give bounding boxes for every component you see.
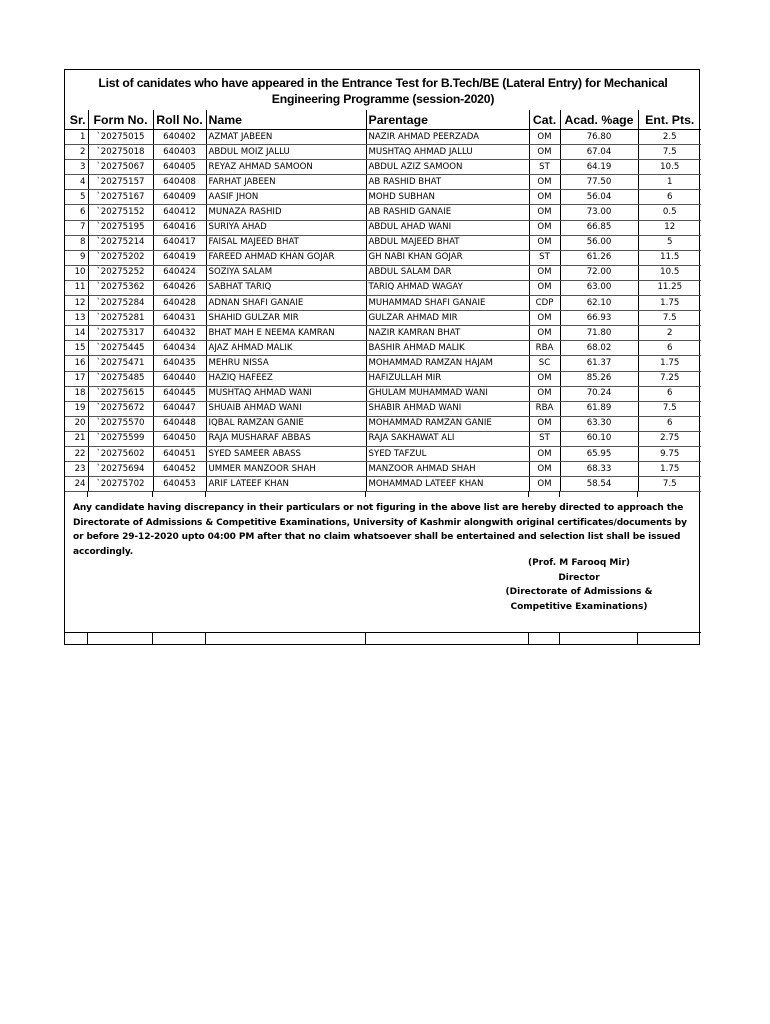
form-no-cell: `20275157 xyxy=(88,175,153,190)
sr-cell: 18 xyxy=(65,386,88,401)
column-divider xyxy=(637,633,638,644)
parentage-cell: MANZOOR AHMAD SHAH xyxy=(366,462,529,477)
name-cell: RAJA MUSHARAF ABBAS xyxy=(206,431,366,446)
acad-percentage-cell: 56.00 xyxy=(560,235,638,250)
roll-no-cell: 640450 xyxy=(153,431,206,446)
roll-no-cell: 640417 xyxy=(153,235,206,250)
entrance-points-cell: 10.5 xyxy=(638,265,701,280)
table-row xyxy=(65,250,701,265)
form-no-cell: `20275471 xyxy=(88,356,153,371)
sr-cell: 20 xyxy=(65,416,88,431)
category-cell: ST xyxy=(529,431,560,446)
sr-cell: 11 xyxy=(65,280,88,295)
sr-cell: 13 xyxy=(65,311,88,326)
table-row xyxy=(65,477,701,492)
category-cell: OM xyxy=(529,190,560,205)
table-row xyxy=(65,371,701,386)
sr-cell: 12 xyxy=(65,296,88,311)
parentage-cell: SHABIR AHMAD WANI xyxy=(366,401,529,416)
form-no-cell: `20275602 xyxy=(88,446,153,461)
form-no-cell: `20275214 xyxy=(88,235,153,250)
footer-grid xyxy=(65,632,701,644)
entrance-points-cell: 6 xyxy=(638,386,701,401)
category-cell: ST xyxy=(529,160,560,175)
entrance-points-cell: 12 xyxy=(638,220,701,235)
column-divider xyxy=(152,491,153,497)
sr-cell: 15 xyxy=(65,341,88,356)
form-no-cell: `20275284 xyxy=(88,296,153,311)
table-row xyxy=(65,311,701,326)
acad-percentage-cell: 68.02 xyxy=(560,341,638,356)
acad-percentage-cell: 62.10 xyxy=(560,296,638,311)
sr-cell: 8 xyxy=(65,235,88,250)
parentage-cell: TARIQ AHMAD WAGAY xyxy=(366,280,529,295)
parentage-cell: MOHAMMAD RAMZAN HAJAM xyxy=(366,356,529,371)
entrance-points-cell: 0.5 xyxy=(638,205,701,220)
table-row xyxy=(65,401,701,416)
parentage-cell: GHULAM MUHAMMAD WANI xyxy=(366,386,529,401)
parentage-cell: SYED TAFZUL xyxy=(366,446,529,461)
category-cell: ST xyxy=(529,250,560,265)
table-row xyxy=(65,341,701,356)
acad-percentage-cell: 76.80 xyxy=(560,130,638,145)
roll-no-cell: 640431 xyxy=(153,311,206,326)
roll-no-cell: 640453 xyxy=(153,477,206,492)
title-line-2: Engineering Programme (session-2020) xyxy=(271,92,495,106)
entrance-points-cell: 6 xyxy=(638,341,701,356)
column-divider xyxy=(205,633,206,644)
form-no-cell: `20275317 xyxy=(88,326,153,341)
sr-cell: 3 xyxy=(65,160,88,175)
candidate-list-sheet xyxy=(64,69,700,645)
acad-percentage-cell: 61.89 xyxy=(560,401,638,416)
name-cell: UMMER MANZOOR SHAH xyxy=(206,462,366,477)
name-cell: MUNAZA RASHID xyxy=(206,205,366,220)
roll-no-cell: 640428 xyxy=(153,296,206,311)
parentage-cell: ABDUL AHAD WANI xyxy=(366,220,529,235)
col-header-form-no: Form No. xyxy=(88,110,153,130)
sr-cell: 21 xyxy=(65,431,88,446)
discrepancy-notice: Any candidate having discrepancy in their particulars or not figuring in the above list are hereby directed to approach the Directorate of Admissions & Competitive Examinations, University of Kashmir alongwith original certificates/documents by or before 29-12-2020 upto 04:00 PM after that no claim whatsoever shall be entertained and selection list shall be issued accordingly. xyxy=(73,503,687,557)
table-row xyxy=(65,160,701,175)
roll-no-cell: 640419 xyxy=(153,250,206,265)
category-cell: OM xyxy=(529,235,560,250)
document-title xyxy=(65,75,701,107)
acad-percentage-cell: 67.04 xyxy=(560,145,638,160)
name-cell: SOZIYA SALAM xyxy=(206,265,366,280)
sr-cell: 7 xyxy=(65,220,88,235)
acad-percentage-cell: 63.00 xyxy=(560,280,638,295)
name-cell: AJAZ AHMAD MALIK xyxy=(206,341,366,356)
entrance-points-cell: 2.5 xyxy=(638,130,701,145)
category-cell: OM xyxy=(529,446,560,461)
candidates-table xyxy=(65,110,701,492)
category-cell: OM xyxy=(529,175,560,190)
form-no-cell: `20275281 xyxy=(88,311,153,326)
name-cell: REYAZ AHMAD SAMOON xyxy=(206,160,366,175)
column-divider xyxy=(559,491,560,497)
col-header-parentage: Parentage xyxy=(366,110,529,130)
category-cell: RBA xyxy=(529,341,560,356)
acad-percentage-cell: 61.26 xyxy=(560,250,638,265)
parentage-cell: AB RASHID GANAIE xyxy=(366,205,529,220)
table-body xyxy=(65,130,701,492)
category-cell: OM xyxy=(529,371,560,386)
form-no-cell: `20275202 xyxy=(88,250,153,265)
acad-percentage-cell: 66.93 xyxy=(560,311,638,326)
category-cell: CDP xyxy=(529,296,560,311)
name-cell: SURIYA AHAD xyxy=(206,220,366,235)
sr-cell: 16 xyxy=(65,356,88,371)
parentage-cell: AB RASHID BHAT xyxy=(366,175,529,190)
parentage-cell: GULZAR AHMAD MIR xyxy=(366,311,529,326)
name-cell: ABDUL MOIZ JALLU xyxy=(206,145,366,160)
sr-cell: 17 xyxy=(65,371,88,386)
column-divider xyxy=(559,633,560,644)
signatory-name: (Prof. M Farooq Mir) xyxy=(527,558,631,568)
roll-no-cell: 640432 xyxy=(153,326,206,341)
column-divider xyxy=(528,491,529,497)
column-divider xyxy=(87,491,88,497)
category-cell: OM xyxy=(529,280,560,295)
name-cell: HAZIQ HAFEEZ xyxy=(206,371,366,386)
sr-cell: 4 xyxy=(65,175,88,190)
col-header-acad-percentage: Acad. %age xyxy=(560,110,638,130)
table-row xyxy=(65,296,701,311)
name-cell: ARIF LATEEF KHAN xyxy=(206,477,366,492)
parentage-cell: GH NABI KHAN GOJAR xyxy=(366,250,529,265)
acad-percentage-cell: 85.26 xyxy=(560,371,638,386)
form-no-cell: `20275702 xyxy=(88,477,153,492)
name-cell: AASIF JHON xyxy=(206,190,366,205)
name-cell: SABHAT TARIQ xyxy=(206,280,366,295)
sr-cell: 1 xyxy=(65,130,88,145)
table-row xyxy=(65,190,701,205)
form-no-cell: `20275195 xyxy=(88,220,153,235)
entrance-points-cell: 7.5 xyxy=(638,311,701,326)
acad-percentage-cell: 70.24 xyxy=(560,386,638,401)
parentage-cell: MUHAMMAD SHAFI GANAIE xyxy=(366,296,529,311)
roll-no-cell: 640445 xyxy=(153,386,206,401)
entrance-points-cell: 1 xyxy=(638,175,701,190)
entrance-points-cell: 7.5 xyxy=(638,477,701,492)
form-no-cell: `20275067 xyxy=(88,160,153,175)
parentage-cell: HAFIZULLAH MIR xyxy=(366,371,529,386)
table-row xyxy=(65,416,701,431)
table-row xyxy=(65,326,701,341)
entrance-points-cell: 6 xyxy=(638,416,701,431)
form-no-cell: `20275694 xyxy=(88,462,153,477)
roll-no-cell: 640424 xyxy=(153,265,206,280)
signatory-office-line-2: Competitive Examinations) xyxy=(510,601,648,612)
table-row xyxy=(65,235,701,250)
column-divider xyxy=(152,633,153,644)
entrance-points-cell: 2.75 xyxy=(638,431,701,446)
acad-percentage-cell: 58.54 xyxy=(560,477,638,492)
table-row xyxy=(65,130,701,145)
sr-cell: 22 xyxy=(65,446,88,461)
form-no-cell: `20275672 xyxy=(88,401,153,416)
parentage-cell: NAZIR AHMAD PEERZADA xyxy=(366,130,529,145)
acad-percentage-cell: 64.19 xyxy=(560,160,638,175)
entrance-points-cell: 11.5 xyxy=(638,250,701,265)
acad-percentage-cell: 61.37 xyxy=(560,356,638,371)
entrance-points-cell: 1.75 xyxy=(638,356,701,371)
name-cell: FARHAT JABEEN xyxy=(206,175,366,190)
form-no-cell: `20275485 xyxy=(88,371,153,386)
name-cell: SHAHID GULZAR MIR xyxy=(206,311,366,326)
title-line-1: List of canidates who have appeared in the Entrance Test for B.Tech/BE (Lateral Entry) for Mechanical xyxy=(98,76,668,90)
roll-no-cell: 640440 xyxy=(153,371,206,386)
category-cell: OM xyxy=(529,326,560,341)
entrance-points-cell: 1.75 xyxy=(638,296,701,311)
entrance-points-cell: 10.5 xyxy=(638,160,701,175)
form-no-cell: `20275252 xyxy=(88,265,153,280)
table-row xyxy=(65,446,701,461)
name-cell: BHAT MAH E NEEMA KAMRAN xyxy=(206,326,366,341)
category-cell: OM xyxy=(529,311,560,326)
parentage-cell: ABDUL AZIZ SAMOON xyxy=(366,160,529,175)
acad-percentage-cell: 71.80 xyxy=(560,326,638,341)
column-divider xyxy=(637,491,638,497)
entrance-points-cell: 2 xyxy=(638,326,701,341)
table-row xyxy=(65,145,701,160)
acad-percentage-cell: 73.00 xyxy=(560,205,638,220)
category-cell: SC xyxy=(529,356,560,371)
sr-cell: 6 xyxy=(65,205,88,220)
roll-no-cell: 640405 xyxy=(153,160,206,175)
sr-cell: 23 xyxy=(65,462,88,477)
col-header-sr: Sr. xyxy=(65,110,88,130)
roll-no-cell: 640403 xyxy=(153,145,206,160)
sr-cell: 10 xyxy=(65,265,88,280)
name-cell: FAISAL MAJEED BHAT xyxy=(206,235,366,250)
col-header-category: Cat. xyxy=(529,110,560,130)
category-cell: RBA xyxy=(529,401,560,416)
roll-no-cell: 640435 xyxy=(153,356,206,371)
sr-cell: 5 xyxy=(65,190,88,205)
column-divider xyxy=(87,633,88,644)
parentage-cell: MOHD SUBHAN xyxy=(366,190,529,205)
entrance-points-cell: 1.75 xyxy=(638,462,701,477)
category-cell: OM xyxy=(529,130,560,145)
table-row xyxy=(65,265,701,280)
acad-percentage-cell: 63.30 xyxy=(560,416,638,431)
table-row xyxy=(65,356,701,371)
signatory-designation: Director xyxy=(558,572,600,583)
category-cell: OM xyxy=(529,265,560,280)
table-row xyxy=(65,462,701,477)
column-divider xyxy=(528,633,529,644)
entrance-points-cell: 7.5 xyxy=(638,401,701,416)
roll-no-cell: 640434 xyxy=(153,341,206,356)
name-cell: FAREED AHMAD KHAN GOJAR xyxy=(206,250,366,265)
entrance-points-cell: 7.25 xyxy=(638,371,701,386)
entrance-points-cell: 7.5 xyxy=(638,145,701,160)
entrance-points-cell: 6 xyxy=(638,190,701,205)
form-no-cell: `20275152 xyxy=(88,205,153,220)
category-cell: OM xyxy=(529,145,560,160)
table-header-row xyxy=(65,110,701,130)
parentage-cell: MOHAMMAD RAMZAN GANIE xyxy=(366,416,529,431)
form-no-cell: `20275570 xyxy=(88,416,153,431)
parentage-cell: RAJA SAKHAWAT ALI xyxy=(366,431,529,446)
table-row xyxy=(65,431,701,446)
form-no-cell: `20275167 xyxy=(88,190,153,205)
roll-no-cell: 640412 xyxy=(153,205,206,220)
parentage-cell: ABDUL SALAM DAR xyxy=(366,265,529,280)
parentage-cell: MOHAMMAD LATEEF KHAN xyxy=(366,477,529,492)
sr-cell: 19 xyxy=(65,401,88,416)
category-cell: OM xyxy=(529,386,560,401)
table-row xyxy=(65,280,701,295)
parentage-cell: BASHIR AHMAD MALIK xyxy=(366,341,529,356)
roll-no-cell: 640447 xyxy=(153,401,206,416)
signature-block xyxy=(501,556,657,614)
roll-no-cell: 640416 xyxy=(153,220,206,235)
form-no-cell: `20275615 xyxy=(88,386,153,401)
entrance-points-cell: 5 xyxy=(638,235,701,250)
roll-no-cell: 640452 xyxy=(153,462,206,477)
col-header-roll-no: Roll No. xyxy=(153,110,206,130)
acad-percentage-cell: 56.04 xyxy=(560,190,638,205)
acad-percentage-cell: 66.85 xyxy=(560,220,638,235)
col-header-name: Name xyxy=(206,110,366,130)
acad-percentage-cell: 68.33 xyxy=(560,462,638,477)
name-cell: ADNAN SHAFI GANAIE xyxy=(206,296,366,311)
category-cell: OM xyxy=(529,416,560,431)
table-row xyxy=(65,220,701,235)
sr-cell: 2 xyxy=(65,145,88,160)
sr-cell: 24 xyxy=(65,477,88,492)
name-cell: MEHRU NISSA xyxy=(206,356,366,371)
acad-percentage-cell: 65.95 xyxy=(560,446,638,461)
name-cell: SHUAIB AHMAD WANI xyxy=(206,401,366,416)
parentage-cell: NAZIR KAMRAN BHAT xyxy=(366,326,529,341)
roll-no-cell: 640402 xyxy=(153,130,206,145)
table-row xyxy=(65,205,701,220)
sr-cell: 9 xyxy=(65,250,88,265)
roll-no-cell: 640409 xyxy=(153,190,206,205)
name-cell: MUSHTAQ AHMAD WANI xyxy=(206,386,366,401)
name-cell: IQBAL RAMZAN GANIE xyxy=(206,416,366,431)
name-cell: SYED SAMEER ABASS xyxy=(206,446,366,461)
column-divider xyxy=(365,633,366,644)
form-no-cell: `20275599 xyxy=(88,431,153,446)
table-row xyxy=(65,175,701,190)
form-no-cell: `20275445 xyxy=(88,341,153,356)
form-no-cell: `20275362 xyxy=(88,280,153,295)
category-cell: OM xyxy=(529,205,560,220)
acad-percentage-cell: 60.10 xyxy=(560,431,638,446)
form-no-cell: `20275018 xyxy=(88,145,153,160)
category-cell: OM xyxy=(529,477,560,492)
acad-percentage-cell: 77.50 xyxy=(560,175,638,190)
name-cell: AZMAT JABEEN xyxy=(206,130,366,145)
roll-no-cell: 640448 xyxy=(153,416,206,431)
entrance-points-cell: 11.25 xyxy=(638,280,701,295)
signatory-office-line-1: (Directorate of Admissions & xyxy=(505,587,653,597)
form-no-cell: `20275015 xyxy=(88,130,153,145)
roll-no-cell: 640451 xyxy=(153,446,206,461)
roll-no-cell: 640426 xyxy=(153,280,206,295)
category-cell: OM xyxy=(529,462,560,477)
parentage-cell: MUSHTAQ AHMAD JALLU xyxy=(366,145,529,160)
column-divider xyxy=(365,491,366,497)
parentage-cell: ABDUL MAJEED BHAT xyxy=(366,235,529,250)
col-header-entrance-points: Ent. Pts. xyxy=(638,110,701,130)
acad-percentage-cell: 72.00 xyxy=(560,265,638,280)
sr-cell: 14 xyxy=(65,326,88,341)
table-row xyxy=(65,386,701,401)
category-cell: OM xyxy=(529,220,560,235)
roll-no-cell: 640408 xyxy=(153,175,206,190)
column-divider xyxy=(205,491,206,497)
entrance-points-cell: 9.75 xyxy=(638,446,701,461)
